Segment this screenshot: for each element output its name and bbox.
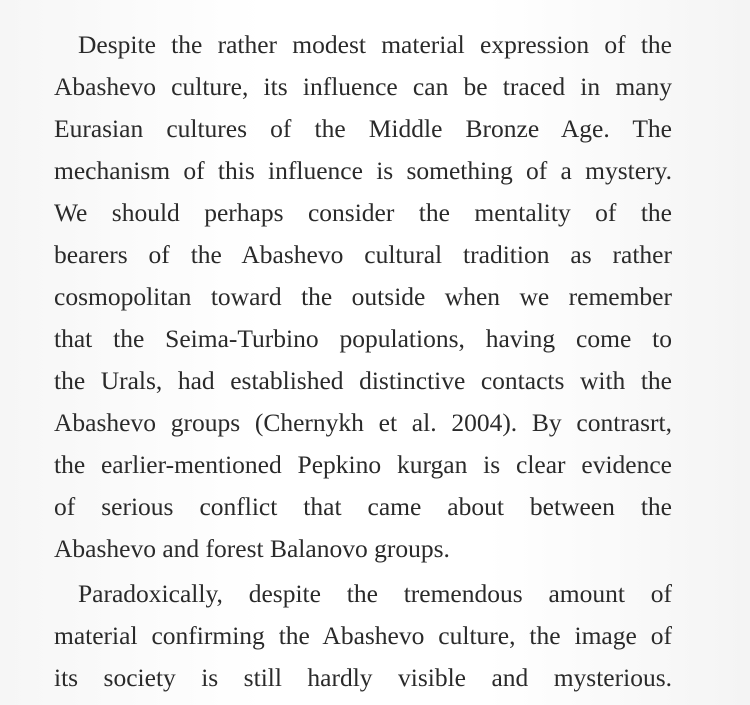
text-line: Abashevo groups (Chernykh et al. 2004). By contrasrt, xyxy=(54,408,672,437)
text-line: cosmopolitan toward the outside when we remember xyxy=(54,282,672,311)
text-line: of serious conflict that came about between the xyxy=(54,492,672,521)
text-line: the Urals, had established distinctive contacts with the xyxy=(54,366,672,395)
text-line: Paradoxically, despite the tremendous amount of xyxy=(78,579,672,608)
text-line: Despite the rather modest material expression of the xyxy=(78,30,672,59)
text-line: bearers of the Abashevo cultural tradition as rather xyxy=(54,240,672,269)
text-line: Abashevo and forest Balanovo groups. xyxy=(54,534,450,563)
text-line: mechanism of this influence is something of a mystery. xyxy=(54,156,672,185)
text-line: that the Seima-Turbino populations, having come to xyxy=(54,324,672,353)
paragraph-1 xyxy=(54,24,672,570)
text-line: We should perhaps consider the mentality of the xyxy=(54,198,672,227)
text-line: Eurasian cultures of the Middle Bronze Age. The xyxy=(54,114,672,143)
text-line: Abashevo culture, its influence can be traced in many xyxy=(54,72,672,101)
text-line: material confirming the Abashevo culture, the image of xyxy=(54,621,672,650)
text-line: its society is still hardly visible and mysterious. xyxy=(54,663,672,692)
paragraph-2 xyxy=(54,573,672,699)
text-line: the earlier-mentioned Pepkino kurgan is clear evidence xyxy=(54,450,672,479)
